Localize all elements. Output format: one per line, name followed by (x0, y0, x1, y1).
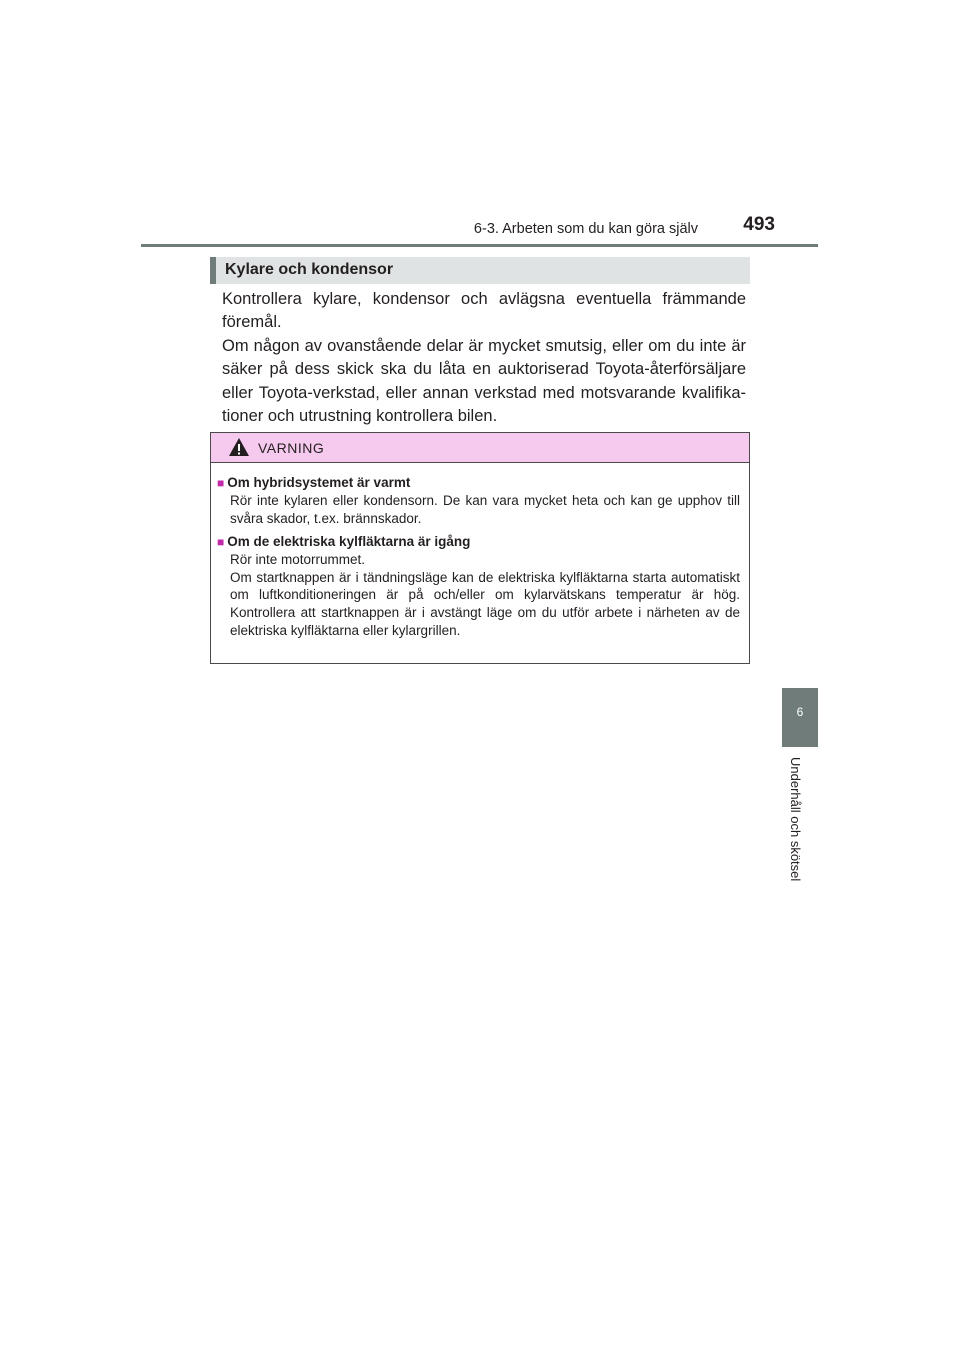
warning-item-text (217, 492, 740, 527)
bullet-square-icon: ■ (217, 476, 225, 490)
section-heading-bar (210, 257, 750, 284)
warning-line: Rör inte motorrummet. (230, 552, 366, 568)
warning-item-title (217, 533, 740, 551)
chapter-tab (782, 688, 818, 747)
warning-line: Rör inte kylaren eller kondensorn. De kan vara mycket heta och kan ge upphov till svåra skador, t.ex. brännskador. (230, 493, 740, 526)
warning-title: VARNING (258, 440, 325, 456)
paragraph: Kontrollera kylare, kondensor och avlägsna eventuella främmande föremål. (222, 290, 746, 332)
warning-line: Om startknappen är i tändningsläge kan de elektriska kylfläktarna starta automatiskt om luftkonditioneringen är på och/eller om kylarvätskans temperatur är hög. Kontrollera att startknappen är i avstängt läge om du utför arbete i närheten av de elektriska kylfläktarna eller kylargrillen. (230, 569, 740, 638)
warning-item (217, 533, 740, 639)
bullet-square-icon: ■ (217, 535, 225, 550)
header-rule (141, 244, 818, 247)
warning-item-title-text: Om de elektriska kylfläktarna är igång (227, 534, 471, 550)
paragraph: Om någon av ovanstående delar är mycket smutsig, eller om du inte är säker på dess skick ska du låta en auktoriserad Toyota-återförsäljare eller Toyota-verkstad, eller annan verkstad med motsvarande kvalifikationer och utrustning kontrollera bilen. (222, 336, 746, 426)
warning-box (210, 432, 750, 664)
page-number: 493 (743, 214, 775, 235)
warning-triangle-icon (228, 437, 250, 457)
chapter-tab-label: Underhåll och skötsel (788, 757, 803, 882)
section-heading: Kylare och kondensor (225, 261, 394, 278)
header-section-title: 6-3. Arbeten som du kan göra själv (473, 221, 698, 237)
warning-item-title (217, 474, 740, 492)
warning-item-text (217, 551, 740, 639)
warning-item-title-text: Om hybridsystemet är varmt (227, 475, 411, 490)
warning-body (211, 463, 749, 639)
body-text (222, 288, 746, 428)
heading-accent (210, 257, 216, 284)
chapter-tab-number: 6 (796, 705, 804, 719)
warning-item (217, 474, 740, 527)
warning-header (211, 433, 749, 463)
